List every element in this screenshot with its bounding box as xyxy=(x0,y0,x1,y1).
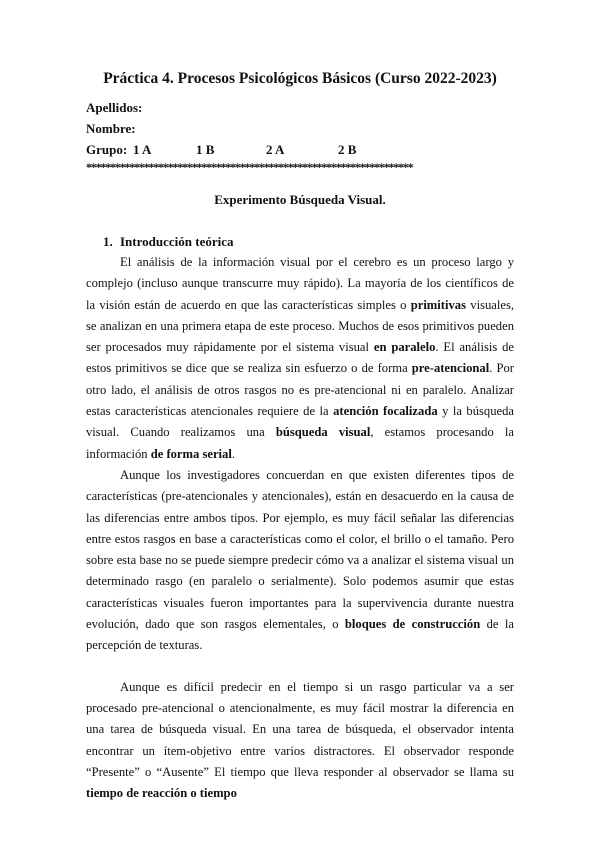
grupo-row xyxy=(86,142,526,160)
text-run: , estamos procesando la información xyxy=(86,425,515,461)
text-run: El análisis de la información visual por el cerebro es un proceso largo y complejo (incluso aunque transcurre muy rápido). La mayoría de los científicos de la visión están de acuerdo en que las características simples o xyxy=(86,255,514,312)
text-run: Aunque es difícil predecir en el tiempo si un rasgo particular va a ser procesado pre-atencional o atencionalmente, es muy fácil mostrar la diferencia en una tarea de búsqueda visual. En una tarea de búsqueda, el observador intenta encontrar un ítem-objetivo entre varios distractores. El observador responde “Presente” o “Ausente” El tiempo que lleva responder al observador se llama su xyxy=(86,679,514,779)
body-paragraph xyxy=(86,677,514,805)
document-title: Práctica 4. Procesos Psicológicos Básicos (Curso 2022-2023) xyxy=(103,70,497,87)
separator-line: ******************************************************************** xyxy=(86,160,413,174)
text-run: visuales, se analizan en una primera etapa de este proceso. Muchos de esos primitivos pueden ser procesados muy rápidamente por el sistema visual xyxy=(86,297,515,355)
body-text xyxy=(86,252,514,804)
grupo-option-1b: 1 B xyxy=(196,142,215,157)
grupo-option-2b: 2 B xyxy=(338,142,357,157)
bold-term: pre-atencional xyxy=(411,361,490,376)
bold-term: búsqueda visual xyxy=(275,425,371,440)
section-heading xyxy=(103,234,234,250)
bold-term: en paralelo xyxy=(373,340,436,355)
body-paragraph xyxy=(86,465,514,657)
text-run: Aunque los investigadores concuerdan en que existen diferentes tipos de características (pre-atencionales y atencionales), están en desacuerdo en la causa de las diferencias entre ambos tipos. Por ejemplo, es muy fácil señalar las diferencias entre estos rasgos en base a características como el color, el brillo o el tamaño. Pero sobre esta base no se puede siempre predecir cómo va a analizar el sistema visual un determinado rasgo (en paralelo o serialmente). Solo podemos asumir que estas características visuales fueron importantes para la supervivencia durante nuestra evolución, dado que son rasgos elementales, o xyxy=(86,467,514,632)
experiment-title: Experimento Búsqueda Visual. xyxy=(214,192,386,207)
grupo-label: Grupo: xyxy=(86,142,128,157)
bold-term: bloques de construcción xyxy=(344,617,481,632)
text-run: . xyxy=(231,446,235,461)
text-run: . El análisis de estos primitivos se dice que se realiza sin esfuerzo o de forma xyxy=(86,340,514,376)
body-paragraph xyxy=(86,252,514,465)
section-number: 1. xyxy=(103,234,113,249)
grupo-option-2a: 2 A xyxy=(266,142,285,157)
text-run: y la búsqueda visual. Cuando realizamos una xyxy=(86,404,514,440)
bold-term: tiempo de reacción o tiempo xyxy=(86,786,237,801)
grupo-option-1a: 1 A xyxy=(133,142,152,157)
paragraph-gap xyxy=(86,657,514,677)
apellidos-label: Apellidos: xyxy=(86,100,143,115)
bold-term: de forma serial xyxy=(150,446,232,461)
text-run: de la percepción de texturas. xyxy=(86,617,515,653)
bold-term: primitivas xyxy=(410,297,466,312)
bold-term: atención focalizada xyxy=(333,404,438,419)
section-title: Introducción teórica xyxy=(120,234,234,249)
text-run: . Por otro lado, el análisis de otros rasgos no es pre-atencional ni en paralelo. Analizar estas características atencionales requiere de la xyxy=(86,361,514,419)
nombre-label: Nombre: xyxy=(86,121,136,136)
